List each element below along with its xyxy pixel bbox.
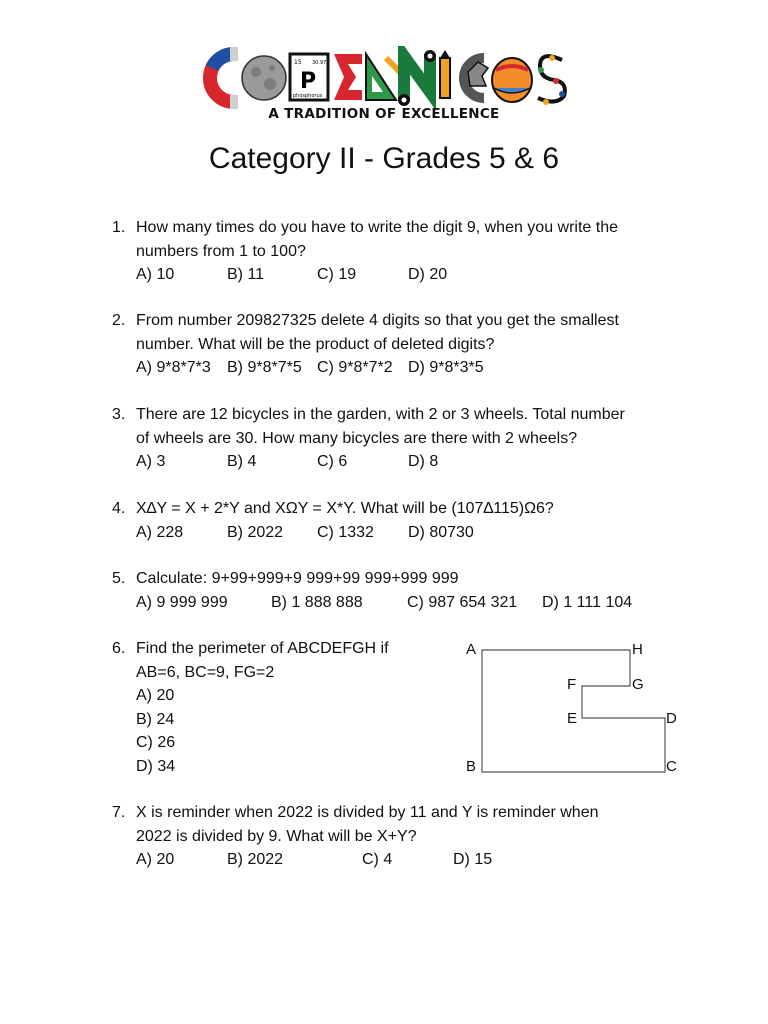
question-text: There are 12 bicycles in the garden, with 2 or 3 wheels. Total number	[136, 406, 625, 423]
answer-options	[136, 356, 619, 380]
sigma-e-icon	[334, 54, 362, 100]
pencil-i-icon	[440, 50, 450, 98]
answer-options	[136, 591, 633, 615]
answer-option: D) 80730	[408, 523, 474, 541]
answer-option: C) 9*8*7*2	[317, 359, 393, 376]
answer-option: C) 4	[362, 851, 393, 868]
answer-option: D) 34	[136, 757, 176, 775]
answer-option: C) 1332	[317, 523, 374, 541]
vertex-label-a: A	[466, 641, 477, 658]
magnet-c-icon	[210, 47, 238, 109]
question-text: How many times do you have to write the digit 9, when you write the	[136, 219, 619, 236]
answer-option: D) 20	[408, 266, 448, 283]
question-text: 2022 is divided by 9. What will be X+Y?	[136, 827, 417, 845]
question-number: 1.	[112, 219, 126, 236]
lights-s-icon	[538, 55, 565, 105]
perimeter-figure	[460, 640, 690, 780]
answer-options	[136, 848, 598, 872]
svg-text:15: 15	[294, 59, 302, 66]
answer-option: B) 1 888 888	[271, 593, 363, 611]
answer-option: A) 9*8*7*3	[136, 359, 211, 376]
phosphorus-p-icon	[290, 54, 328, 100]
vertex-label-g: G	[632, 676, 644, 693]
answer-option: D) 15	[453, 851, 493, 868]
question-text: number. What will be the product of deleted digits?	[136, 335, 495, 353]
answer-option: B) 2022	[227, 523, 284, 541]
answer-option: A) 20	[136, 851, 175, 868]
question-text: X∆Y = X + 2*Y and XΩY = X*Y. What will be (107∆115)Ω6?	[136, 500, 554, 517]
answer-option: D) 9*8*3*5	[408, 359, 484, 376]
question-text: of wheels are 30. How many bicycles are there with 2 wheels?	[136, 429, 578, 447]
vertex-label-e: E	[567, 710, 578, 727]
question-text: Find the perimeter of ABCDEFGH if	[136, 640, 389, 657]
answer-option: C) 987 654 321	[407, 593, 518, 611]
answer-option: C) 6	[317, 453, 348, 470]
vertex-label-b: B	[466, 758, 477, 775]
answer-options	[136, 521, 554, 545]
question-text: X is reminder when 2022 is divided by 11 and Y is reminder when	[136, 804, 599, 821]
answer-option: B) 11	[227, 266, 265, 283]
svg-text:P: P	[300, 69, 317, 94]
vertex-label-f: F	[567, 676, 577, 693]
vertex-label-d: D	[666, 710, 677, 727]
chess-c-icon	[464, 58, 488, 98]
svg-text:30.97: 30.97	[312, 60, 327, 66]
question-text: numbers from 1 to 100?	[136, 242, 306, 260]
answer-option: B) 24	[136, 710, 175, 728]
logo-tagline: A TRADITION OF EXCELLENCE	[268, 106, 500, 122]
answer-options	[136, 263, 618, 287]
answer-option: D) 1 111 104	[542, 593, 633, 611]
answer-option: A) 10	[136, 266, 175, 283]
vertex-label-c: C	[666, 758, 677, 775]
answer-option: A) 3	[136, 453, 166, 470]
answer-option: B) 9*8*7*5	[227, 359, 302, 376]
answer-options	[136, 450, 625, 474]
moon-o-icon	[242, 56, 286, 100]
earth-o-icon	[492, 58, 532, 102]
svg-text:phosphorus: phosphorus	[293, 93, 323, 99]
answer-option: C) 26	[136, 734, 176, 751]
film-n-icon	[398, 50, 436, 106]
answer-option: C) 19	[317, 266, 357, 283]
answer-option: B) 2022	[227, 851, 284, 868]
question-text: From number 209827325 delete 4 digits so that you get the smallest	[136, 312, 619, 329]
vertex-label-h: H	[632, 641, 643, 658]
answer-option: A) 9 999 999	[136, 593, 228, 611]
question-number: 2.	[112, 312, 126, 329]
page-title: Category II - Grades 5 & 6	[208, 142, 560, 175]
question-number: 4.	[112, 500, 126, 517]
question-text: Calculate: 9+99+999+9 999+99 999+999 999	[136, 570, 459, 587]
answer-option: A) 20	[136, 687, 175, 704]
answer-option: B) 4	[227, 453, 257, 470]
question-number: 6.	[112, 640, 126, 657]
question-number: 7.	[112, 804, 126, 821]
question-text: AB=6, BC=9, FG=2	[136, 663, 275, 681]
question-number: 5.	[112, 570, 126, 587]
answer-option: A) 228	[136, 523, 184, 541]
question-number: 3.	[112, 406, 126, 423]
answer-option: D) 8	[408, 453, 439, 470]
